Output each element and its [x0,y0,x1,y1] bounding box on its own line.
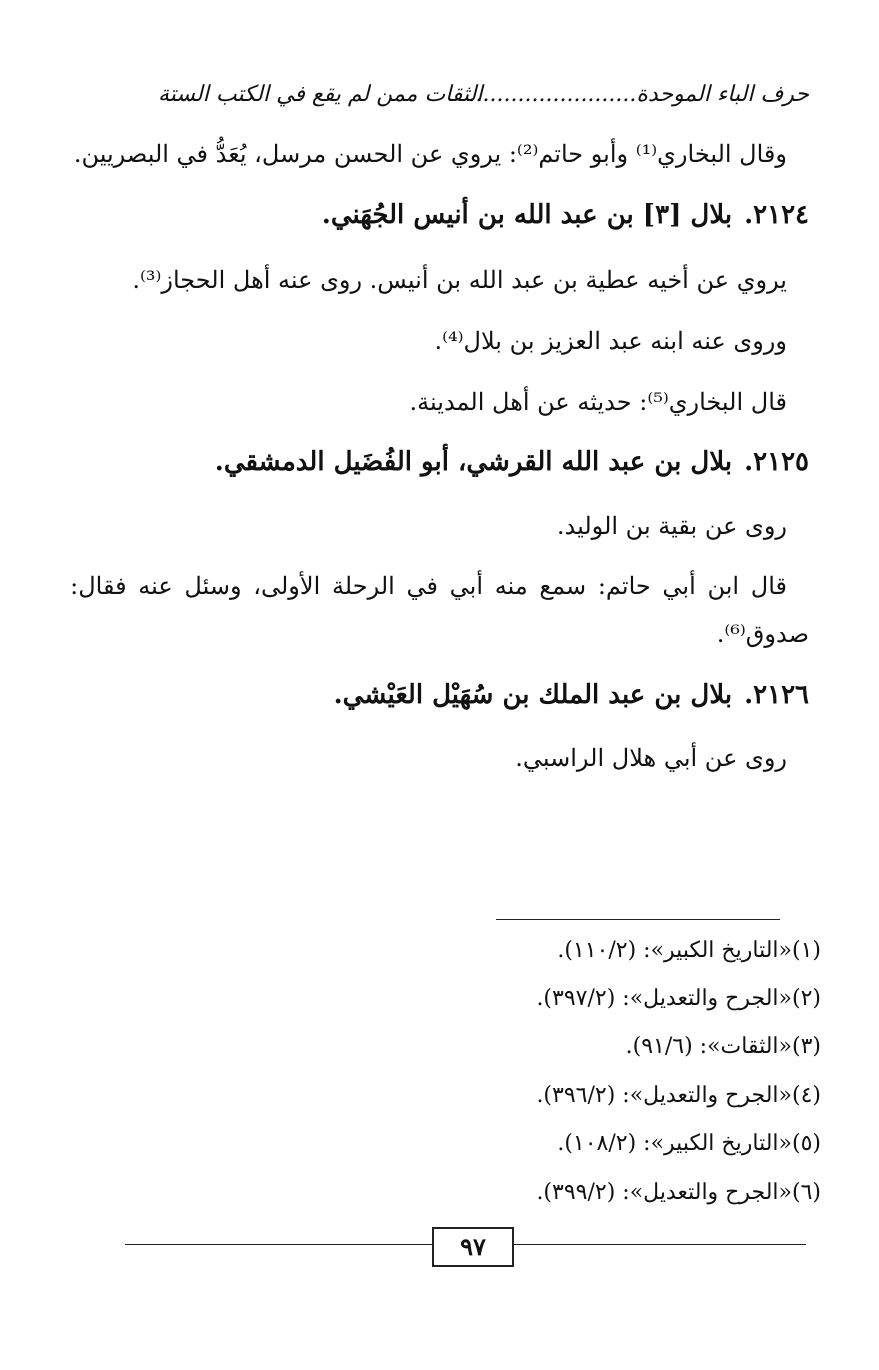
entry-number: ٢١٢٤. [744,200,809,230]
footnote-separator [496,919,780,920]
text-line-2: يروي عن أخيه عطية بن عبد الله بن أنيس. روى عنه أهل الحجاز⁽³⁾. [132,266,787,294]
text-line-7: صدوق⁽⁶⁾. [716,620,809,648]
footnote-3: (٣)«الثقات»: (٩١/٦). [625,1034,821,1059]
word: في [406,572,438,600]
entry-name: بلال بن عبد الله القرشي، أبو الفُضَيل الدمشقي. [214,447,733,477]
text-line-8: روى عن أبي هلال الراسبي. [515,744,787,772]
word: أبي [449,572,484,600]
entry-number: ٢١٢٥. [744,447,809,477]
header-chapter: حرف الباء الموحدة [636,82,809,107]
page-number: ٩٧ [432,1227,514,1267]
word: قال [750,572,787,600]
word: سمع [539,572,587,600]
footnote-6: (٦)«الجرح والتعديل»: (٣٩٩/٢). [536,1180,821,1205]
entry-name: بلال [٣] بن عبد الله بن أنيس الجُهَني. [321,200,733,230]
header-dots: ........................ [468,82,637,107]
footnote-2: (٢)«الجرح والتعديل»: (٣٩٧/٢). [536,986,821,1011]
text-line-1: وقال البخاري⁽¹⁾ وأبو حاتم⁽²⁾: يروي عن الحسن مرسل، يُعَدُّ في البصريين. [73,140,787,168]
word: الأولى، [253,572,321,600]
page-rule-left [125,1244,433,1245]
footnote-5: (٥)«التاريخ الكبير»: (١٠٨/٢). [557,1131,821,1156]
entry-number: ٢١٢٦. [744,680,809,710]
entry-heading-2125 [215,447,809,478]
word: منه [494,572,528,600]
word: حاتم: [597,572,651,600]
word: الرحلة [331,572,395,600]
text-line-6-justified [70,572,787,601]
entry-heading-2126 [334,680,809,711]
text-line-3: وروى عنه ابنه عبد العزيز بن بلال⁽⁴⁾. [434,327,787,355]
word: وسئل [184,572,242,600]
word: أبي [662,572,696,600]
footnote-4: (٤)«الجرح والتعديل»: (٣٩٦/٢). [536,1083,821,1108]
footnote-1: (١)«التاريخ الكبير»: (١١٠/٢). [557,938,821,963]
entry-name: بلال بن عبد الملك بن سُهَيْل العَيْشي. [333,680,733,710]
running-header [158,78,809,112]
word: فقال: [70,572,127,600]
header-book-title: الثقات ممن لم يقع في الكتب الستة [158,82,483,107]
text-line-5: روى عن بقية بن الوليد. [556,512,787,540]
word: ابن [707,572,740,600]
word: عنه [138,572,173,600]
page-rule-right [514,1244,806,1245]
entry-heading-2124 [322,200,809,231]
text-line-4: قال البخاري⁽⁵⁾: حديثه عن أهل المدينة. [409,388,787,416]
